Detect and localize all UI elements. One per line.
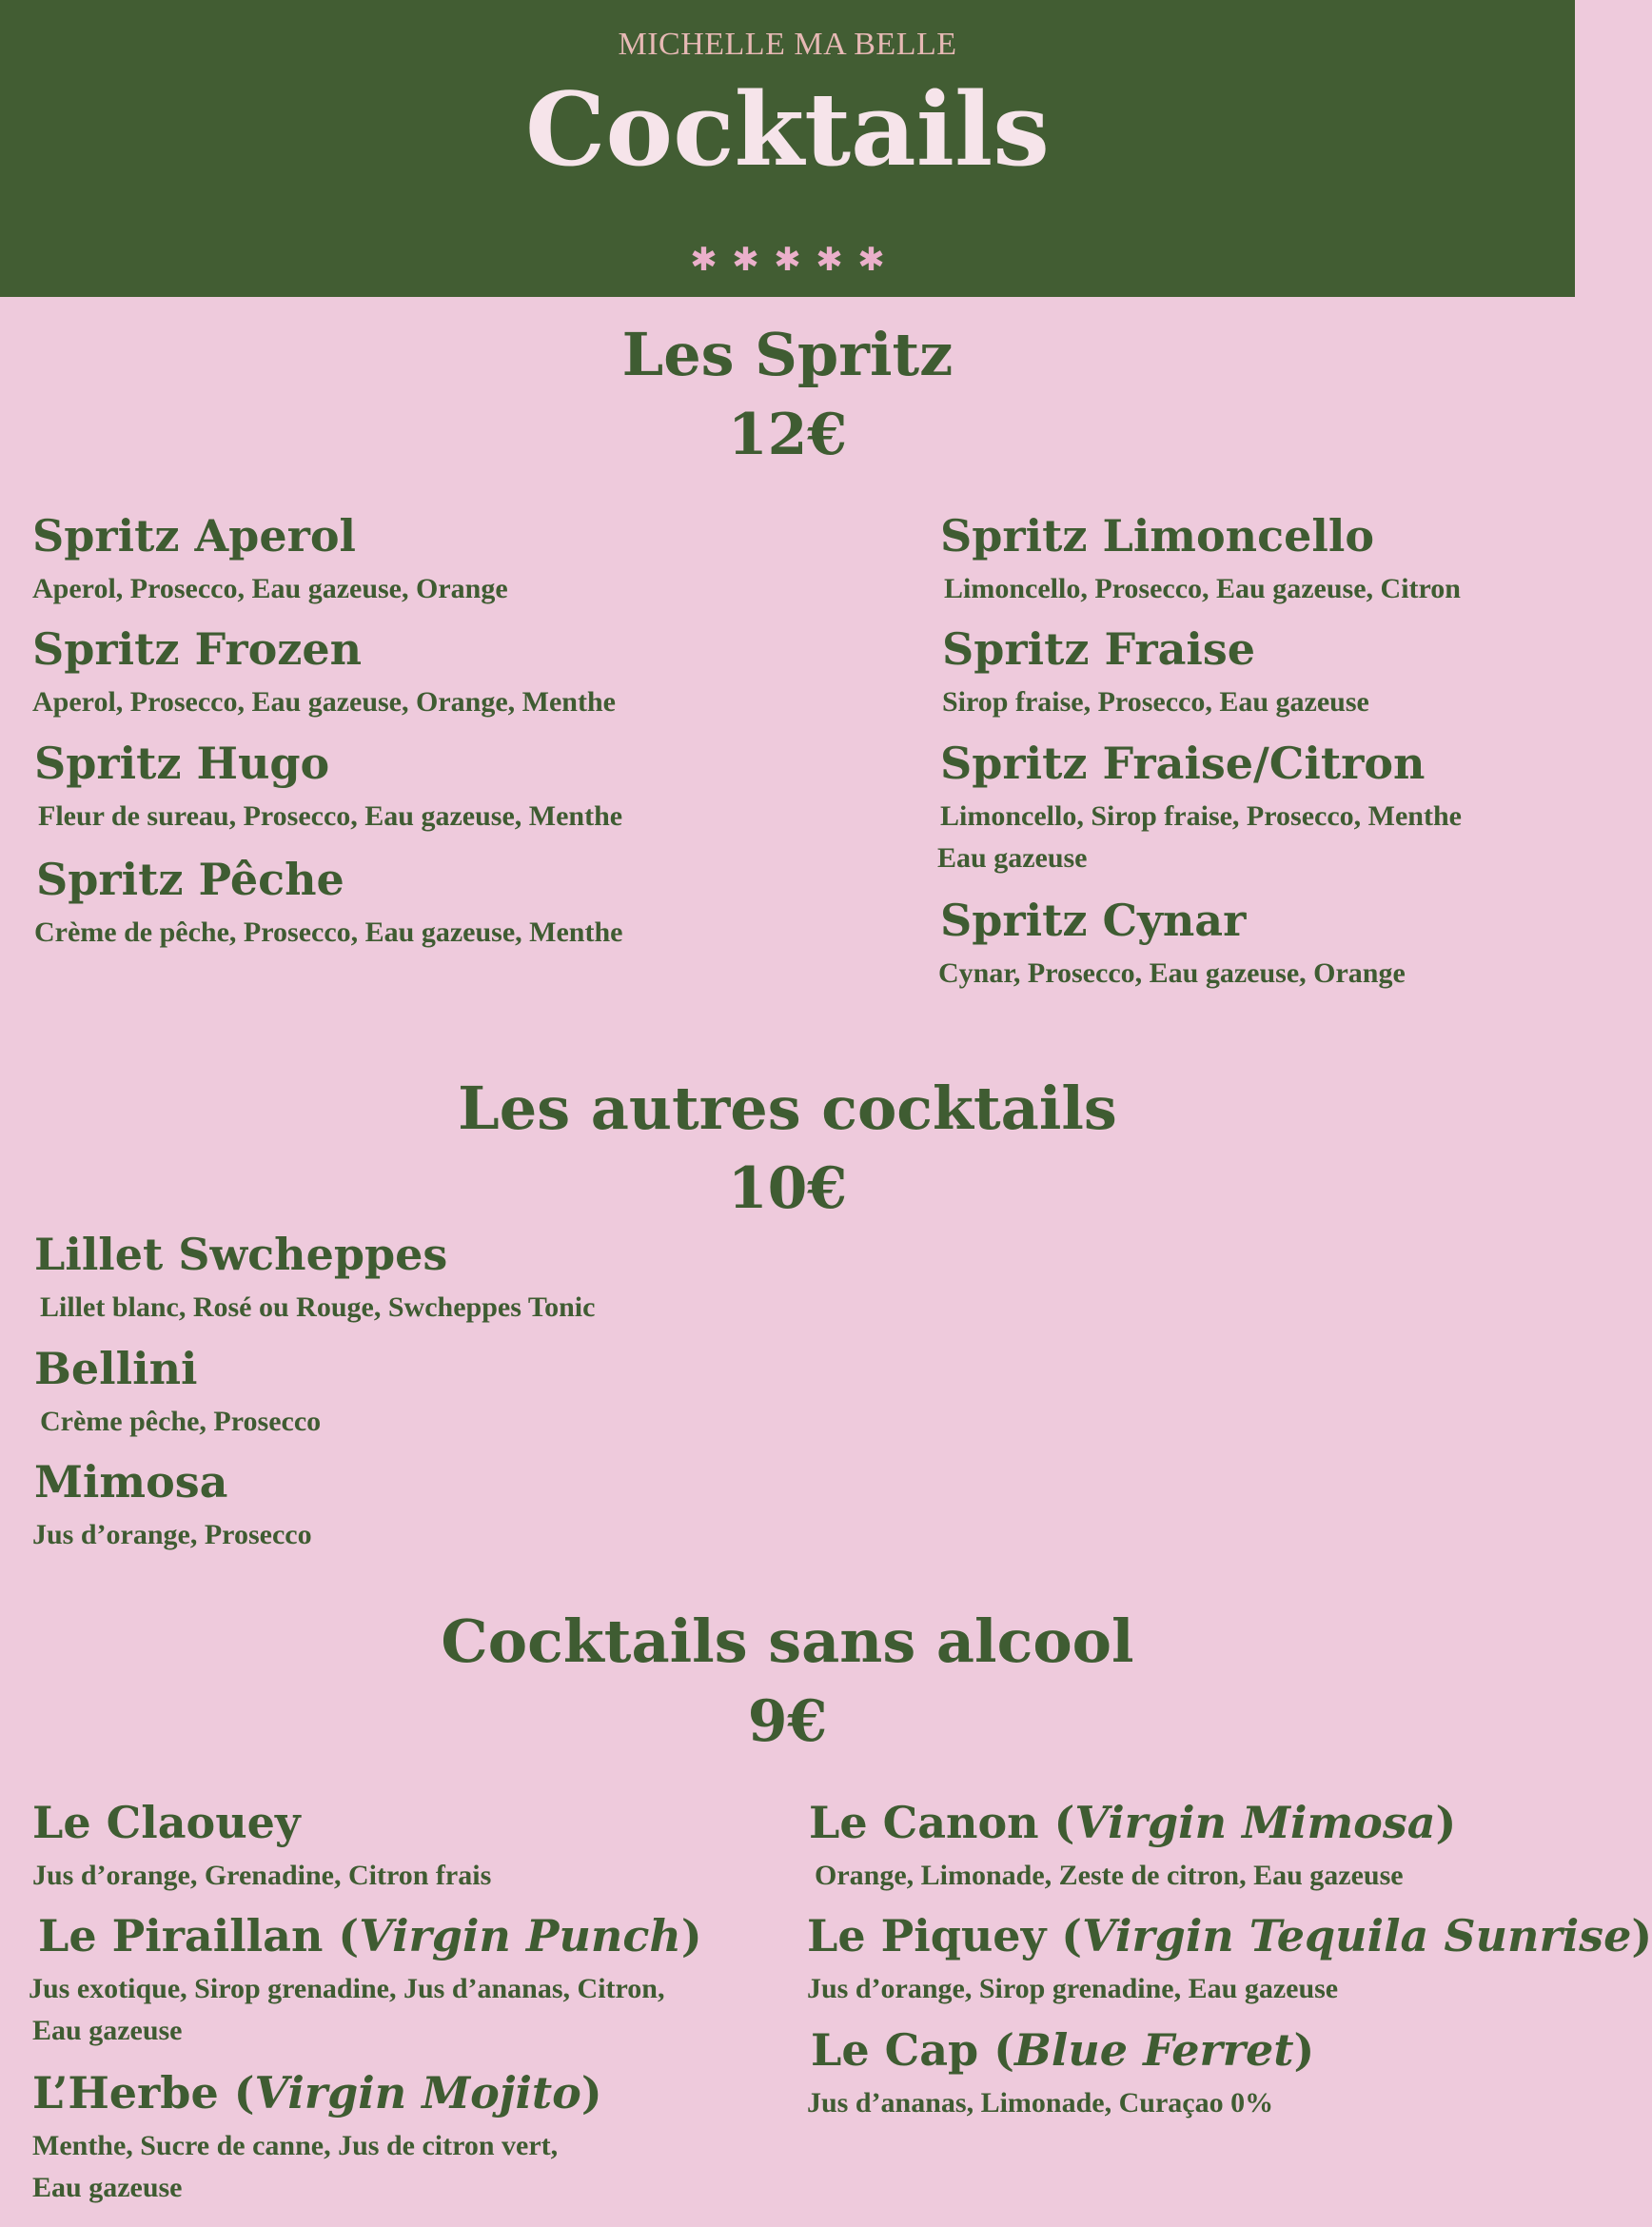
star-icon: ✱ — [690, 241, 718, 279]
page-title: Cocktails — [525, 69, 1050, 188]
item-name: Le Piquey (Virgin Tequila Sunrise) — [807, 1910, 1652, 1961]
item-name: Mimosa — [34, 1456, 228, 1508]
item-description: Crème pêche, Prosecco — [40, 1406, 322, 1438]
menu-item — [937, 738, 1462, 878]
item-name: Lillet Swcheppes — [34, 1229, 448, 1280]
header-banner — [0, 0, 1575, 297]
menu-item — [942, 623, 1369, 723]
section-title-spritz: Les Spritz — [621, 320, 954, 389]
menu-item — [34, 1229, 595, 1329]
item-description: Jus d’orange, Sirop grenadine, Eau gazeuse — [807, 1973, 1339, 2005]
section-price-spritz: 12€ — [727, 402, 848, 468]
item-description: Jus exotique, Sirop grenadine, Jus d’ananas, Citron, — [29, 1973, 665, 2005]
menu-item — [34, 1456, 312, 1556]
item-name: L’Herbe (Virgin Mojito) — [32, 2067, 602, 2119]
menu-item — [940, 510, 1461, 610]
item-name: Le Claouey — [32, 1797, 301, 1848]
restaurant-name: MICHELLE MA BELLE — [618, 27, 957, 62]
item-description: Crème de pêche, Prosecco, Eau gazeuse, Menthe — [34, 916, 623, 949]
item-name: Le Canon (Virgin Mimosa) — [809, 1797, 1457, 1848]
item-description: Eau gazeuse — [32, 2171, 183, 2203]
item-name: Spritz Fraise/Citron — [940, 738, 1426, 789]
item-description: Jus d’ananas, Limonade, Curaçao 0% — [807, 2087, 1274, 2119]
item-name: Spritz Limoncello — [940, 510, 1375, 562]
menu-item — [809, 1797, 1456, 1897]
star-icon: ✱ — [857, 241, 885, 279]
item-description: Limoncello, Sirop fraise, Prosecco, Menthe — [940, 800, 1462, 833]
menu-item — [29, 1910, 702, 2051]
item-name: Spritz Frozen — [32, 623, 363, 675]
section-title-autres: Les autres cocktails — [458, 1074, 1117, 1143]
item-description: Limoncello, Prosecco, Eau gazeuse, Citron — [944, 573, 1461, 605]
section-price-sans-alcool: 9€ — [747, 1688, 828, 1755]
item-name: Bellini — [34, 1343, 198, 1394]
section-price-autres: 10€ — [727, 1155, 848, 1222]
menu-item — [807, 1910, 1652, 2010]
menu-item — [32, 1797, 491, 1897]
item-description: Lillet blanc, Rosé ou Rouge, Swcheppes Tonic — [40, 1291, 596, 1324]
item-description: Orange, Limonade, Zeste de citron, Eau gazeuse — [815, 1860, 1404, 1892]
item-name: Spritz Cynar — [940, 895, 1247, 946]
item-description: Eau gazeuse — [937, 841, 1088, 874]
item-name: Spritz Aperol — [32, 510, 356, 562]
menu-item — [32, 623, 616, 723]
item-description: Jus d’orange, Prosecco — [32, 1519, 312, 1551]
menu-item — [32, 510, 508, 610]
menu-item — [940, 895, 1406, 995]
item-description: Fleur de sureau, Prosecco, Eau gazeuse, Menthe — [38, 800, 623, 833]
star-icon: ✱ — [816, 241, 843, 279]
item-description: Aperol, Prosecco, Eau gazeuse, Orange, Menthe — [32, 686, 616, 719]
menu-item — [34, 738, 622, 838]
item-description: Jus d’orange, Grenadine, Citron frais — [32, 1860, 492, 1892]
item-name: Spritz Hugo — [34, 738, 330, 789]
item-description: Sirop fraise, Prosecco, Eau gazeuse — [942, 686, 1369, 719]
item-description: Aperol, Prosecco, Eau gazeuse, Orange — [32, 573, 508, 605]
item-description: Cynar, Prosecco, Eau gazeuse, Orange — [938, 957, 1406, 990]
item-name: Spritz Pêche — [36, 854, 344, 905]
menu-item — [807, 2024, 1315, 2124]
star-icon: ✱ — [732, 241, 759, 279]
menu-item — [36, 854, 622, 954]
item-description: Eau gazeuse — [32, 2014, 183, 2046]
star-icon: ✱ — [774, 241, 801, 279]
menu-item — [32, 2067, 602, 2208]
item-name: Le Cap (Blue Ferret) — [811, 2024, 1315, 2076]
item-name: Spritz Fraise — [942, 623, 1256, 675]
item-name: Le Piraillan (Virgin Punch) — [38, 1910, 702, 1961]
section-title-sans-alcool: Cocktails sans alcool — [441, 1606, 1134, 1676]
star-divider — [0, 241, 1575, 279]
menu-item — [34, 1343, 321, 1443]
item-description: Menthe, Sucre de canne, Jus de citron vert, — [32, 2130, 559, 2162]
